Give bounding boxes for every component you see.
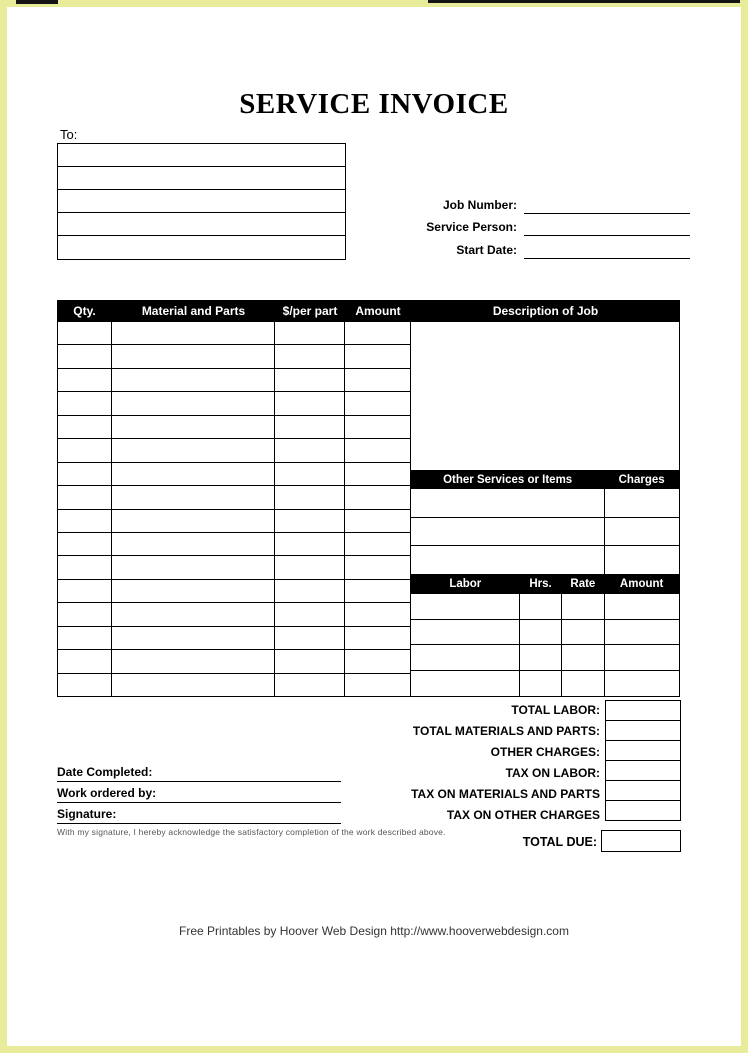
job-fields xyxy=(400,191,690,259)
materials-cell xyxy=(345,486,411,509)
materials-cell xyxy=(57,674,112,697)
labor-cell xyxy=(605,671,680,697)
labor-cell xyxy=(411,594,520,620)
materials-cell xyxy=(57,650,112,673)
other-services-cell xyxy=(605,546,680,575)
materials-cell xyxy=(275,580,345,603)
materials-cell xyxy=(112,322,275,345)
other-services-cell xyxy=(411,546,605,575)
total-amount-box xyxy=(605,760,681,781)
materials-cell xyxy=(112,439,275,462)
total-label: TAX ON LABOR: xyxy=(505,766,600,780)
amount-header: Amount xyxy=(355,304,401,318)
materials-cell xyxy=(275,392,345,415)
materials-cell xyxy=(57,486,112,509)
total-label: TAX ON MATERIALS AND PARTS xyxy=(411,787,600,801)
materials-cell xyxy=(57,392,112,415)
materials-cell xyxy=(112,674,275,697)
total-label: TOTAL MATERIALS AND PARTS: xyxy=(412,724,600,738)
materials-cell xyxy=(112,486,275,509)
date-completed-label: Date Completed: xyxy=(57,765,153,779)
materials-cell xyxy=(112,627,275,650)
materials-cell xyxy=(345,416,411,439)
other-services-cell xyxy=(411,518,605,547)
materials-cell xyxy=(57,439,112,462)
materials-cell xyxy=(345,650,411,673)
materials-cell xyxy=(112,416,275,439)
job-number-row xyxy=(400,191,690,214)
materials-cell xyxy=(275,556,345,579)
page-title: SERVICE INVOICE xyxy=(239,88,509,120)
signature-disclaimer: With my signature, I hereby acknowledge the satisfactory completion of the work described above. xyxy=(57,827,446,837)
other-services-cell xyxy=(605,489,680,518)
materials-cell xyxy=(57,345,112,368)
labor-header-bar xyxy=(411,575,679,594)
total-due-label: TOTAL DUE: xyxy=(522,835,597,849)
recipient-label: To: xyxy=(60,127,78,142)
materials-cell xyxy=(275,439,345,462)
materials-cell xyxy=(112,556,275,579)
total-amount-box xyxy=(605,780,681,801)
materials-cell xyxy=(345,533,411,556)
signature-label: Signature: xyxy=(57,807,117,821)
labor-cell xyxy=(562,620,605,646)
materials-cell xyxy=(345,322,411,345)
materials-cell xyxy=(57,369,112,392)
material-parts-header: Material and Parts xyxy=(141,304,246,318)
scan-artifact-left xyxy=(16,0,58,4)
materials-cell xyxy=(275,416,345,439)
labor-amount-header: Amount xyxy=(619,578,664,591)
other-services-cell xyxy=(411,489,605,518)
labor-table xyxy=(411,594,679,697)
materials-cell xyxy=(57,510,112,533)
service-person-label: Service Person: xyxy=(426,220,517,234)
materials-cell xyxy=(345,439,411,462)
job-number-line xyxy=(524,191,690,214)
materials-cell xyxy=(112,392,275,415)
start-date-line xyxy=(524,236,690,259)
other-services-header-bar xyxy=(411,470,679,489)
materials-cell xyxy=(345,392,411,415)
labor-cell xyxy=(411,671,520,697)
materials-cell xyxy=(112,345,275,368)
total-due-box xyxy=(601,830,681,852)
signature-field xyxy=(57,807,341,824)
materials-cell xyxy=(345,580,411,603)
materials-cell xyxy=(112,650,275,673)
materials-cell xyxy=(275,510,345,533)
materials-table xyxy=(57,322,411,697)
footer-credit: Free Printables by Hoover Web Design http://www.hooverwebdesign.com xyxy=(179,924,569,938)
work-ordered-by-label: Work ordered by: xyxy=(57,786,157,800)
labor-header: Labor xyxy=(449,578,482,591)
materials-cell xyxy=(345,627,411,650)
start-date-label: Start Date: xyxy=(456,242,517,257)
materials-cell xyxy=(275,322,345,345)
per-part-header: $/per part xyxy=(282,304,338,318)
labor-cell xyxy=(520,645,562,671)
other-services-table xyxy=(411,489,679,575)
materials-cell xyxy=(275,345,345,368)
total-label: OTHER CHARGES: xyxy=(490,745,600,759)
materials-cell xyxy=(112,533,275,556)
total-amount-box xyxy=(605,740,681,761)
materials-cell xyxy=(275,650,345,673)
materials-cell xyxy=(57,556,112,579)
labor-cell xyxy=(605,645,680,671)
address-line xyxy=(58,213,345,236)
total-label: TAX ON OTHER CHARGES xyxy=(446,808,600,822)
labor-cell xyxy=(562,594,605,620)
materials-cell xyxy=(112,369,275,392)
materials-cell xyxy=(112,510,275,533)
materials-cell xyxy=(275,533,345,556)
labor-cell xyxy=(411,620,520,646)
materials-cell xyxy=(112,463,275,486)
recipient-box xyxy=(57,143,346,260)
signoff-fields xyxy=(57,765,341,828)
materials-cell xyxy=(57,416,112,439)
materials-cell xyxy=(345,510,411,533)
labor-cell xyxy=(520,594,562,620)
qty-header: Qty. xyxy=(73,304,96,318)
materials-cell xyxy=(345,603,411,626)
total-amount-box xyxy=(605,800,681,821)
materials-cell xyxy=(345,369,411,392)
totals-boxes xyxy=(605,700,681,821)
rate-header: Rate xyxy=(570,578,596,591)
labor-cell xyxy=(562,671,605,697)
materials-cell xyxy=(345,674,411,697)
address-line xyxy=(58,167,345,190)
service-person-row xyxy=(400,214,690,237)
materials-cell xyxy=(275,486,345,509)
start-date-row xyxy=(400,236,690,259)
hrs-header: Hrs. xyxy=(529,578,552,591)
description-of-job-header: Description of Job xyxy=(492,304,599,318)
other-services-cell xyxy=(605,518,680,547)
job-number-label: Job Number: xyxy=(442,197,517,212)
scan-artifact-right xyxy=(428,0,740,3)
description-of-job-area xyxy=(411,322,679,470)
materials-cell xyxy=(57,463,112,486)
charges-header: Charges xyxy=(618,473,665,486)
other-services-header: Other Services or Items xyxy=(443,473,573,486)
labor-cell xyxy=(562,645,605,671)
total-label: TOTAL LABOR: xyxy=(511,703,600,717)
materials-cell xyxy=(345,556,411,579)
materials-cell xyxy=(57,603,112,626)
materials-cell xyxy=(345,345,411,368)
labor-cell xyxy=(520,620,562,646)
address-line xyxy=(58,144,345,167)
materials-cell xyxy=(57,533,112,556)
right-column xyxy=(411,322,680,697)
work-ordered-by-field xyxy=(57,786,341,803)
labor-cell xyxy=(605,620,680,646)
date-completed-field xyxy=(57,765,341,782)
materials-cell xyxy=(112,580,275,603)
address-line xyxy=(58,236,345,259)
materials-cell xyxy=(112,603,275,626)
materials-cell xyxy=(345,463,411,486)
materials-cell xyxy=(275,674,345,697)
materials-cell xyxy=(275,463,345,486)
labor-cell xyxy=(520,671,562,697)
materials-cell xyxy=(275,627,345,650)
materials-cell xyxy=(57,322,112,345)
materials-cell xyxy=(275,369,345,392)
materials-cell xyxy=(57,627,112,650)
labor-cell xyxy=(411,645,520,671)
total-amount-box xyxy=(605,700,681,721)
address-line xyxy=(58,190,345,213)
labor-cell xyxy=(605,594,680,620)
main-table-header xyxy=(57,300,680,322)
materials-cell xyxy=(57,580,112,603)
service-person-line xyxy=(524,214,690,237)
total-amount-box xyxy=(605,720,681,741)
materials-cell xyxy=(275,603,345,626)
